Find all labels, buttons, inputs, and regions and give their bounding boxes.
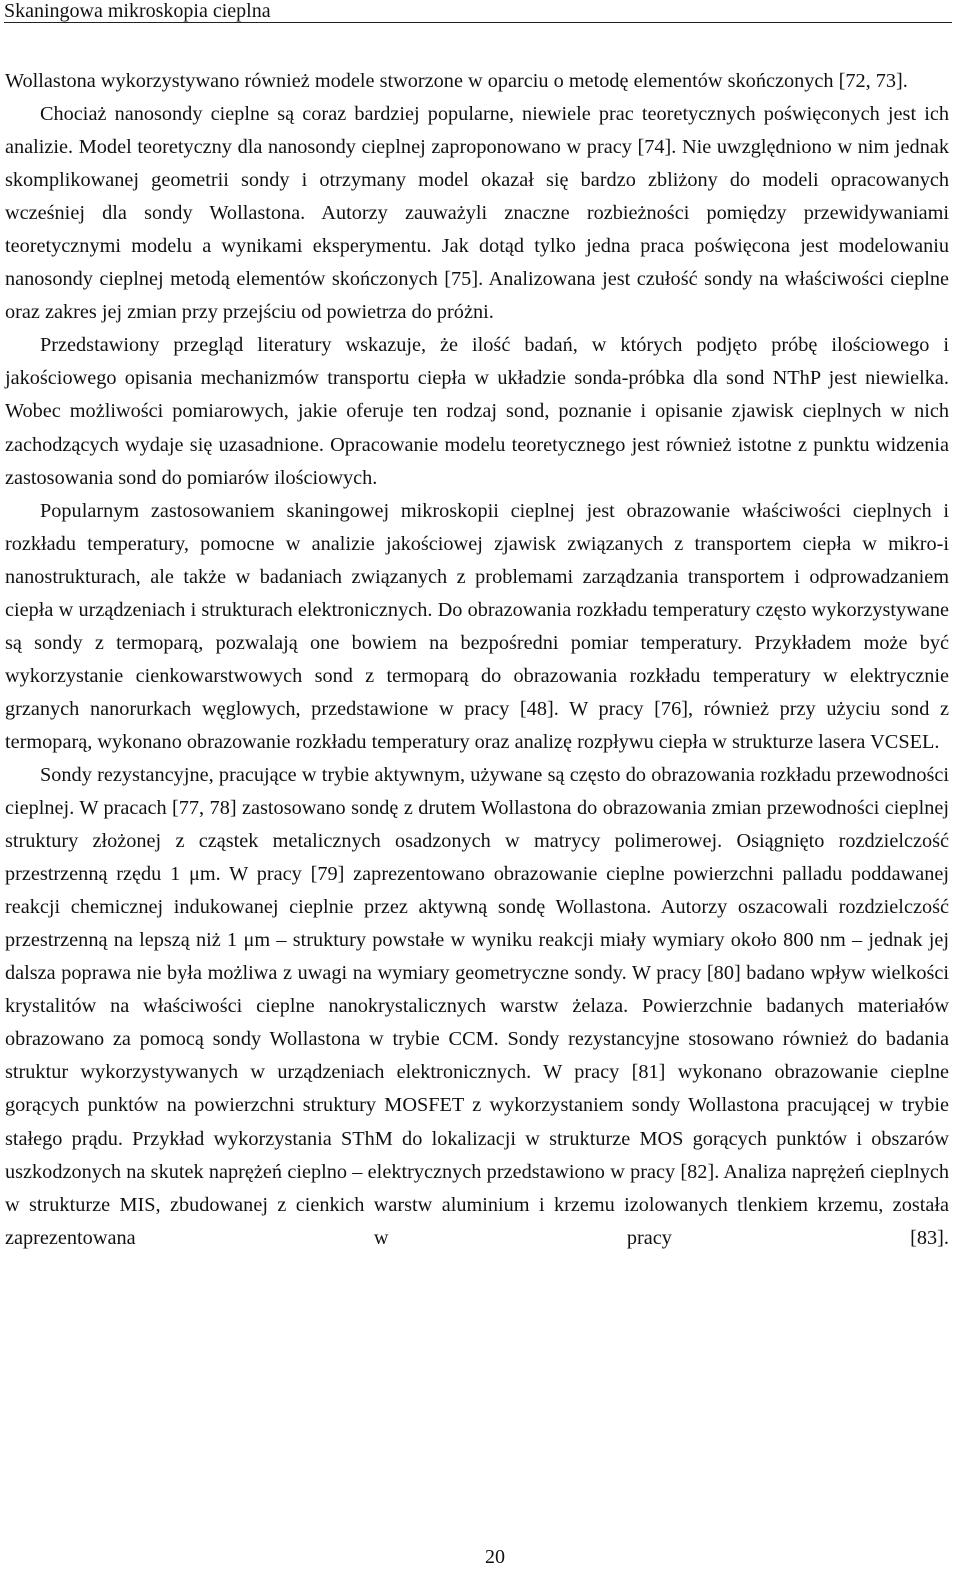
paragraph-resistive-probes: Sondy rezystancyjne, pracujące w trybie aktywnym, używane są często do obrazowania rozkładu przewodności cieplnej. W pracach [77, 78] zastosowano sondę z drutem Wollastona do obrazowania zmian przewodności cieplnej struktury złożonej z cząstek metalicznych osadzonych w matrycy polimerowej. Osiągnięto rozdzielczość przestrzenną rzędu 1 μm. W pracy [79] zaprezentowano obrazowanie cieplne powierzchni palladu poddawanej reakcji chemicznej indukowanej cieplnie przez aktywną sondę Wollastona. Autorzy oszacowali rozdzielczość przestrzenną na lepszą niż 1 μm – struktury powstałe w wyniku reakcji miały wymiary około 800 nm – jednak jej dalsza poprawa nie była możliwa z uwagi na wymiary geometryczne sondy. W pracy [80] badano wpływ wielkości krystalitów na właściwości cieplne nanokrystalicznych warstw żelaza. Powierzchnie badanych materiałów obrazowano za pomocą sondy Wollastona w trybie CCM. Sondy rezystancyjne stosowano również do badania struktur wykorzystywanych w urządzeniach elektronicznych. W pracy [81] wykonano obrazowanie cieplne gorących punktów na powierzchni struktury MOSFET z wykorzystaniem sondy Wollastona pracującej w trybie stałego prądu. Przykład wykorzystania SThM do lokalizacji w strukturze MOS gorących punktów i obszarów uszkodzonych na skutek naprężeń cieplno – elektrycznych przedstawiono w pracy [82]. Analiza naprężeń cieplnych w strukturze MIS, zbudowanej z cienkich warstw aluminium i krzemu izolowanych tlenkiem krzemu, została zaprezentowana w pracy [83]. xyxy=(5,763,949,1249)
page-body xyxy=(5,65,949,1255)
paragraph-continuation: Wollastona wykorzystywano również modele stworzone w oparciu o metodę elementów skończonych [72, 73]. xyxy=(5,70,908,92)
paragraph-literature-review: Przedstawiony przegląd literatury wskazuje, że ilość badań, w których podjęto próbę ilościowego i jakościowego opisania mechanizmów transportu ciepła w układzie sonda-próbka dla sond NThP jest niewielka. Wobec możliwości pomiarowych, jakie oferuje ten rodzaj sond, poznanie i opisanie zjawisk cieplnych w nich zachodzących wydaje się uzasadnione. Opracowanie modelu teoretycznego jest również istotne z punktu widzenia zastosowania sond do pomiarów ilościowych. xyxy=(5,334,949,489)
page-number: 20 xyxy=(485,1546,505,1568)
running-title: Skaningowa mikroskopia cieplna xyxy=(4,0,271,22)
running-header xyxy=(4,0,952,23)
paragraph-nanoprobe-models: Chociaż nanosondy cieplne są coraz bardziej popularne, niewiele prac teoretycznych poświęconych jest ich analizie. Model teoretyczny dla nanosondy cieplnej zaproponowano w pracy [74]. Nie uwzględniono w nim jednak skomplikowanej geometrii sondy i otrzymany model okazał się bardzo zbliżony do modeli opracowanych wcześniej dla sondy Wollastona. Autorzy zauważyli znaczne rozbieżności pomiędzy przewidywaniami teoretycznymi modelu a wynikami eksperymentu. Jak dotąd tylko jedna praca poświęcona jest modelowaniu nanosondy cieplnej metodą elementów skończonych [75]. Analizowana jest czułość sondy na właściwości cieplne oraz zakres jej zmian przy przejściu od powietrza do próżni. xyxy=(5,103,949,324)
paragraph-thermal-imaging: Popularnym zastosowaniem skaningowej mikroskopii cieplnej jest obrazowanie właściwości cieplnych i rozkładu temperatury, pomocne w analizie jakościowej zjawisk związanych z transportem ciepła w mikro-i nanostrukturach, ale także w badaniach związanych z problemami zarządzania transportem i odprowadzaniem ciepła w urządzeniach i strukturach elektronicznych. Do obrazowania rozkładu temperatury często wykorzystywane są sondy z termoparą, pozwalają one bowiem na bezpośredni pomiar temperatury. Przykładem może być wykorzystanie cienkowarstwowych sond z termoparą do obrazowania rozkładu temperatury w elektrycznie grzanych nanorurkach węglowych, przedstawione w pracy [48]. W pracy [76], również przy użyciu sond z termoparą, wykonano obrazowanie rozkładu temperatury oraz analizę rozpływu ciepła w strukturze lasera VCSEL. xyxy=(5,499,949,753)
